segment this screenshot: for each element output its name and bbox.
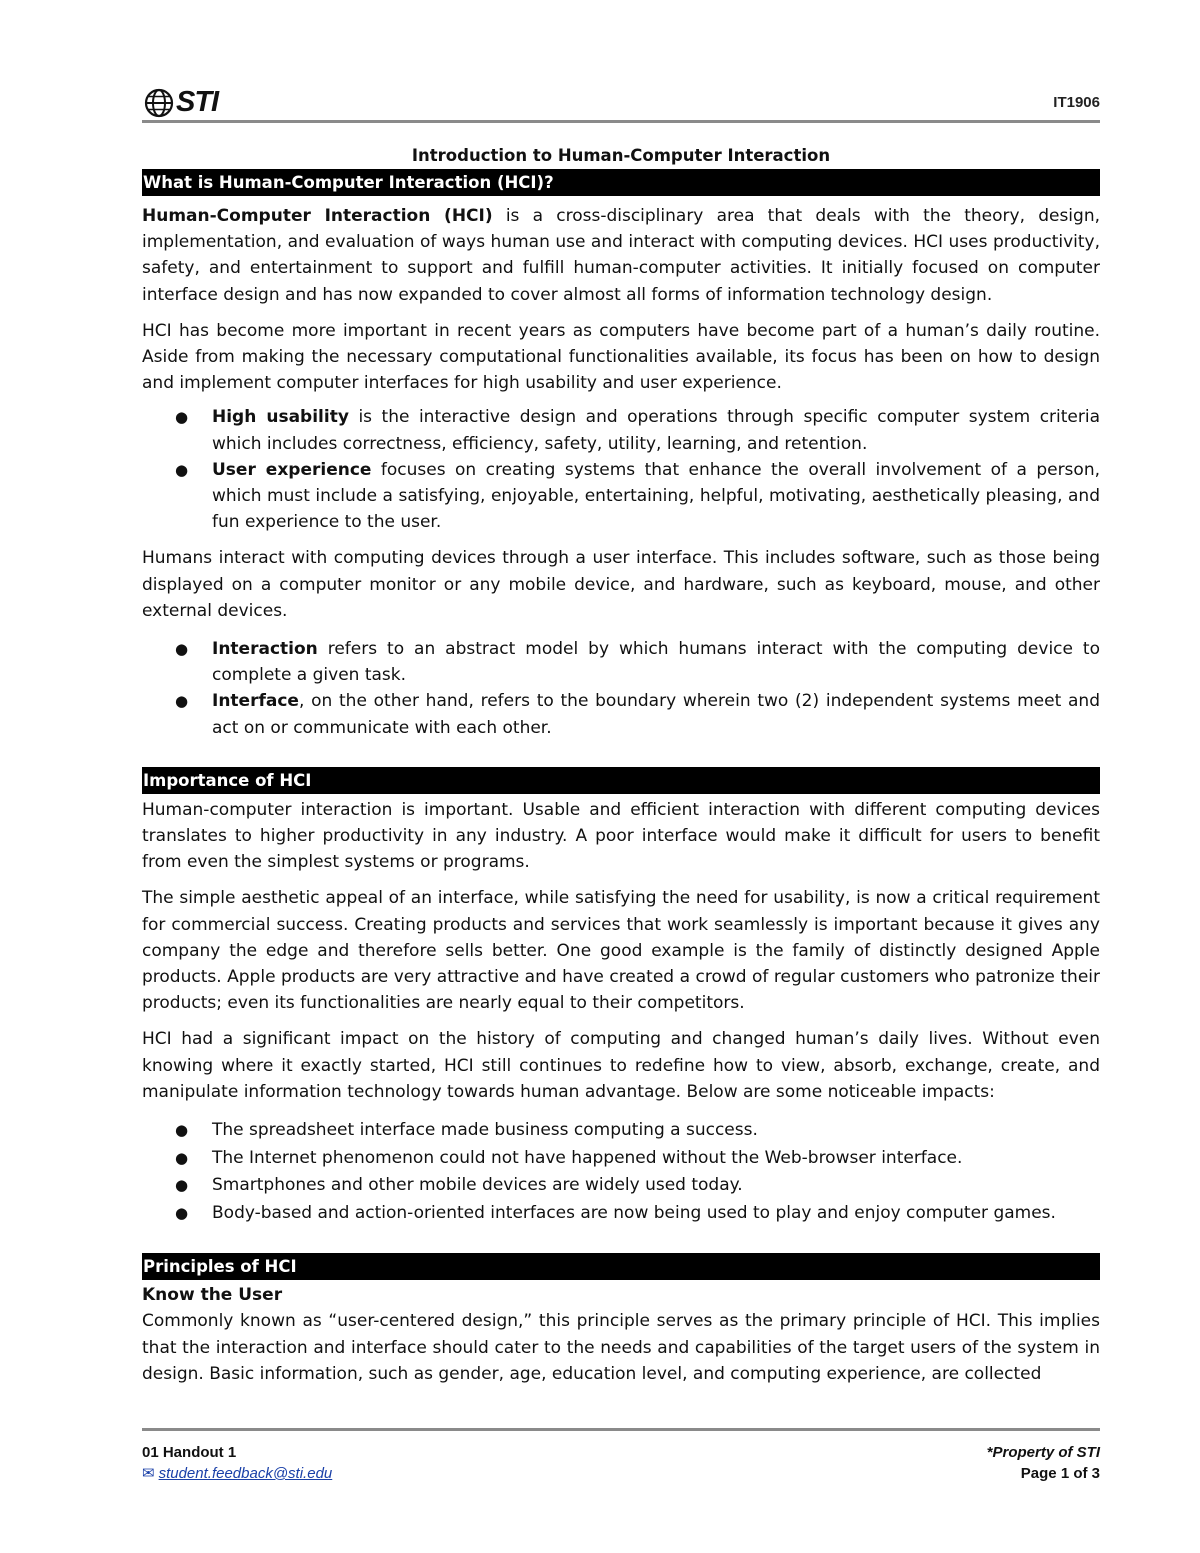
page-header: [142, 84, 1100, 124]
paragraph: Human-computer interaction is important. Usable and efficient interaction with different computing devices translates to higher productivity in any industry. A poor interface would make it difficult for users to benefit from even the simplest systems or programs.: [142, 799, 1100, 873]
paragraph-text: is a cross-disciplinary area that deals with the theory, design, implementation, and evaluation of ways human use and interact with computing devices. HCI uses productivity, safety, and entertainment to support and fulfill human-computer activities. It initially focused on computer interface design and has now expanded to cover almost all forms of information technology design.: [142, 206, 1100, 305]
list-item: [142, 1172, 1100, 1200]
bullet-icon: ●: [175, 1203, 189, 1222]
list-item: [142, 1200, 1100, 1228]
list-item-text: focuses on creating systems that enhance the overall involvement of a person, which must include a satisfying, enjoyable, entertaining, helpful, motivating, aesthetically pleasing, and fun experience to the user.: [212, 459, 1100, 533]
handout-label: 01 Handout 1: [142, 1444, 237, 1461]
property-label: *Property of STI: [986, 1444, 1100, 1461]
bullet-icon: ●: [175, 408, 189, 427]
term: Interaction: [212, 639, 318, 660]
globe-icon: [144, 88, 174, 118]
document-body: [142, 143, 1100, 1387]
sti-logo: [144, 86, 218, 119]
logo-text: STI: [176, 86, 219, 118]
list-item: [142, 1145, 1100, 1173]
paragraph: The simple aesthetic appeal of an interface, while satisfying the need for usability, is now a critical requirement for commercial success. Creating products and services that work seamlessly is important because it gives any company the edge and therefore sells better. One good example is the family of distinctly designed Apple products. Apple products are very attractive and have created a crowd of regular customers who patronize their products; even its functionalities are nearly equal to their competitors.: [142, 888, 1100, 1014]
paragraph: HCI had a significant impact on the history of computing and changed human’s daily lives. Without even knowing where it exactly started, HCI still continues to redefine how to view, absorb, exchange, create, and manipulate information technology towards human advantage. Below are some noticeable impacts:: [142, 1029, 1100, 1102]
list-item: [142, 636, 1100, 688]
list-item-text: Body-based and action-oriented interfaces are now being used to play and enjoy computer games.: [212, 1202, 1056, 1223]
subheading-know-the-user: Know the User: [142, 1285, 283, 1306]
term: Interface: [212, 691, 299, 712]
page-footer: [142, 1428, 1100, 1482]
list-item: [142, 1117, 1100, 1145]
header-divider: [142, 120, 1100, 123]
bullet-icon: ●: [175, 692, 189, 711]
footer-right: [987, 1442, 1100, 1484]
list-item-text: , on the other hand, refers to the boundary wherein two (2) independent systems meet and act on or communicate with each other.: [212, 691, 1100, 738]
section-heading-importance: Importance of HCI: [142, 767, 1100, 794]
paragraph: [142, 203, 1100, 308]
bullet-icon: ●: [175, 1121, 189, 1140]
term: High usability: [212, 407, 349, 428]
bullet-list: [142, 636, 1100, 741]
section-heading-what-is-hci: What is Human-Computer Interaction (HCI)?: [142, 169, 1100, 196]
term-hci: Human-Computer Interaction (HCI): [142, 206, 493, 226]
document-title: Introduction to Human-Computer Interaction: [411, 146, 831, 165]
bullet-icon: ●: [175, 640, 189, 659]
list-item: [142, 688, 1100, 740]
footer-left: [142, 1442, 332, 1484]
bullet-icon: ●: [175, 1176, 189, 1195]
course-code: IT1906: [1053, 94, 1100, 111]
paragraph: HCI has become more important in recent years as computers have become part of a human’s daily routine. Aside from making the necessary computational functionalities available, its focus has been on how to design and implement computer interfaces for high usability and user experience.: [142, 320, 1100, 394]
footer-divider: [142, 1428, 1100, 1431]
list-item-text: is the interactive design and operations through specific computer system criteria which includes correctness, efficiency, safety, utility, learning, and retention.: [212, 407, 1101, 454]
list-item-text: Smartphones and other mobile devices are widely used today.: [212, 1175, 743, 1196]
paragraph: Humans interact with computing devices through a user interface. This includes software, such as those being displayed on a computer monitor or any mobile device, and hardware, such as keyboard, mouse, and other external devices.: [142, 548, 1100, 621]
bullet-icon: ●: [175, 1148, 189, 1167]
page-number: Page 1 of 3: [1020, 1465, 1100, 1482]
list-item: [142, 457, 1100, 536]
paragraph: Commonly known as “user-centered design,” this principle serves as the primary principle of HCI. This implies that the interaction and interface should cater to the needs and capabilities of the target users of the system in design. Basic information, such as gender, age, education level, and computing experience, are collected: [142, 1311, 1100, 1384]
bullet-list: [142, 404, 1100, 535]
section-heading-principles: Principles of HCI: [142, 1253, 1100, 1280]
bullet-icon: ●: [175, 460, 189, 479]
list-item-text: The spreadsheet interface made business computing a success.: [212, 1120, 758, 1141]
term: User experience: [212, 459, 372, 480]
feedback-email-link[interactable]: student.feedback@sti.edu: [158, 1465, 333, 1482]
envelope-icon: ✉: [142, 1465, 155, 1482]
list-item-text: refers to an abstract model by which humans interact with the computing device to complete a given task.: [212, 639, 1100, 686]
bullet-list: [142, 1117, 1100, 1227]
list-item: [142, 404, 1100, 456]
list-item-text: The Internet phenomenon could not have happened without the Web-browser interface.: [212, 1147, 963, 1168]
